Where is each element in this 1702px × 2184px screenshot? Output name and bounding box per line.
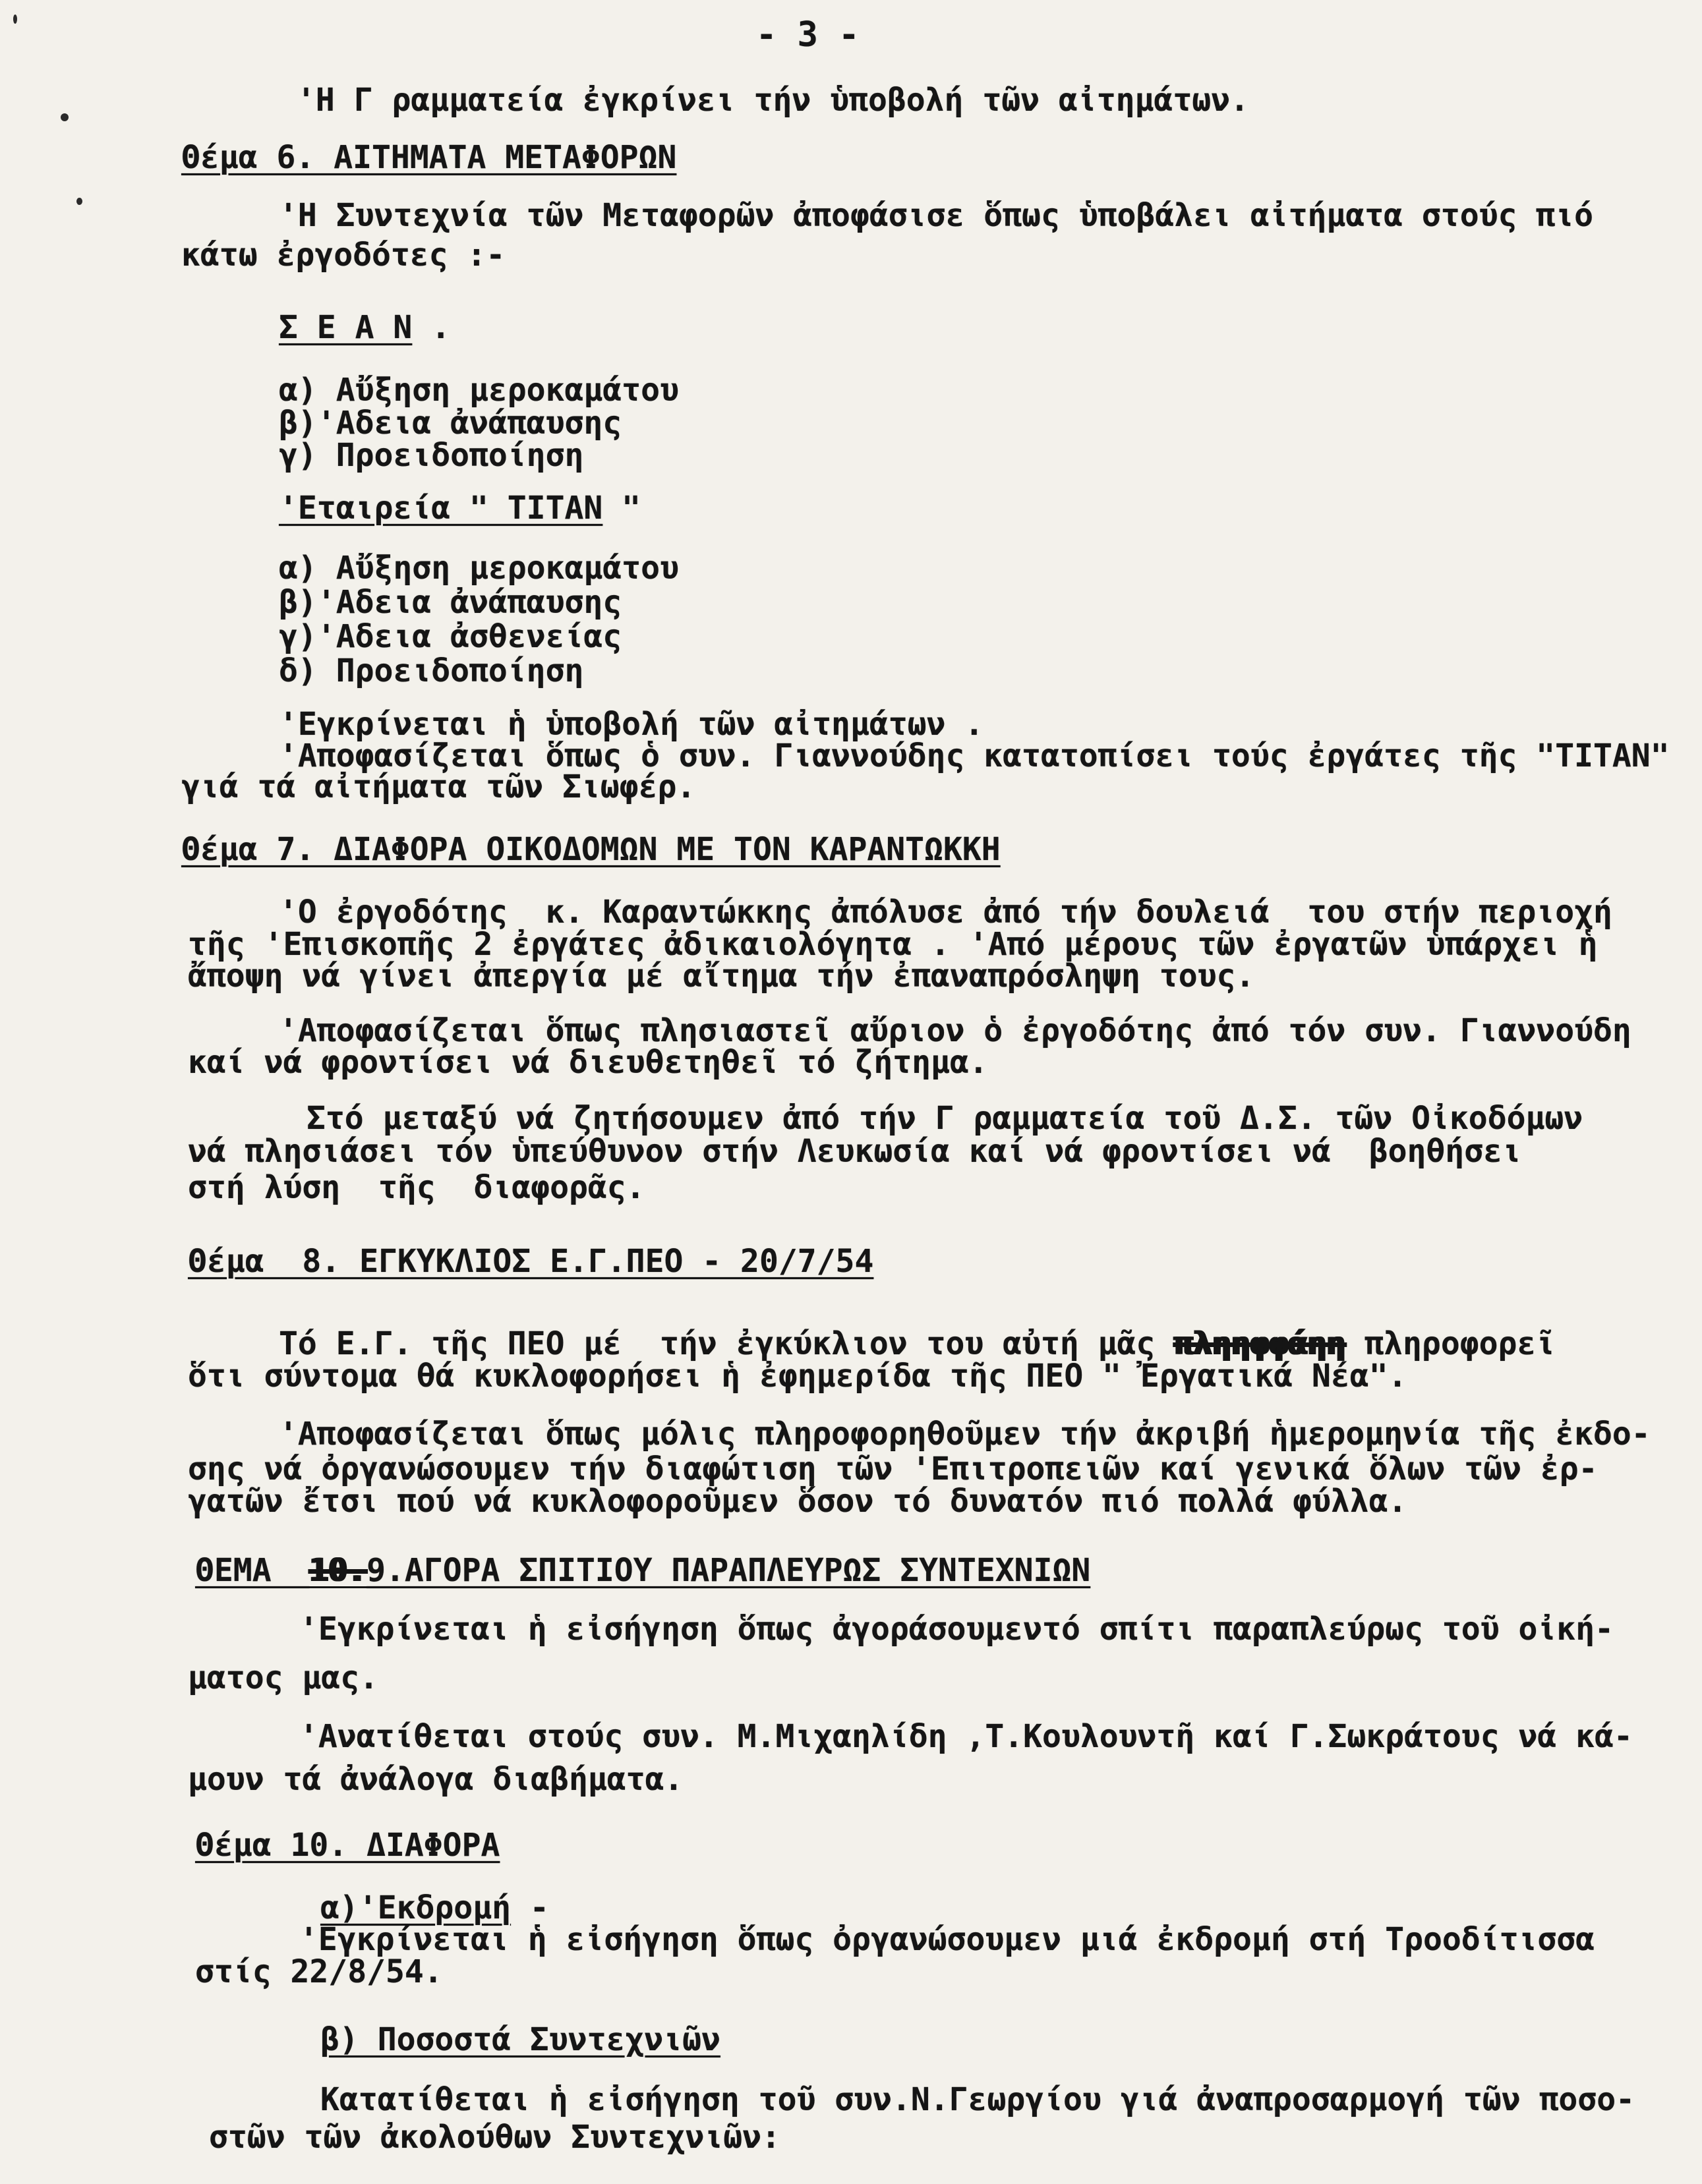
topic-9-approval-line: 'Εγκρίνεται ἡ εἰσήγηση ὅπως ἀγοράσουμεντό σπίτι παραπλεύρως τοῦ οἰκή-	[299, 1611, 1614, 1648]
topic-8-circular-line: ὅτι σύντομα θά κυκλοφορήσει ἡ ἐφημερίδα τῆς ΠΕΟ " Ἐργατικά Νέα".	[188, 1358, 1407, 1394]
excursion-title-suffix: -	[510, 1889, 549, 1926]
topic-8-resolution-line: 'Αποφασίζεται ὅπως μόλις πληροφορηθοῦμεν τήν ἀκριβή ἡμερομηνία τῆς ἐκδο-	[279, 1416, 1651, 1452]
ink-speck	[76, 198, 82, 205]
employer-2-name-suffix: "	[602, 490, 641, 527]
topic-9-assignment-line: 'Ανατίθεται στούς συν. Μ.Μιχαηλίδη ,Τ.Κουλουντῆ καί Γ.Σωκράτους νά κά-	[299, 1718, 1633, 1755]
excursion-text-line: στίς 22/8/54.	[195, 1953, 443, 1990]
topic-7-resolution-line: 'Αποφασίζεται ὅπως πλησιαστεῖ αὔριον ὁ ἐργοδότης ἀπό τόν συν. Γιαννούδη	[279, 1012, 1631, 1049]
excursion-text-line: 'Εγκρίνεται ἡ εἰσήγηση ὅπως ὀργανώσουμεν μιά ἐκδρομή στή Τροοδίτισσα	[299, 1921, 1595, 1958]
demand-item: γ)'Αδεια ἀσθενείας	[279, 618, 622, 655]
struck-out-number: 10.	[309, 1552, 367, 1589]
percentages-text-line: Κατατίθεται ἡ εἰσήγηση τοῦ συν.Ν.Γεωργίου γιά ἀναπροσαρμογή τῶν ποσο-	[320, 2081, 1635, 2118]
struck-out-word: πληηφφάηη	[1174, 1325, 1346, 1362]
topic-6-heading: Θέμα 6. ΑΙΤΗΜΑΤΑ ΜΕΤΑΦΟΡΩΝ	[181, 139, 677, 176]
excursion-title: α)'Εκδρομή	[320, 1889, 511, 1926]
topic-7-followup-line: Στό μεταξύ νά ζητήσουμεν ἀπό τήν Γ ραμματεία τοῦ Δ.Σ. τῶν Οἰκοδόμων	[307, 1100, 1583, 1137]
topic-8-resolution-line: γατῶν ἔτσι πού νά κυκλοφοροῦμεν ὅσον τό δυνατόν πιό πολλά φύλλα.	[188, 1483, 1407, 1520]
employer-2-name: 'Εταιρεία " ΤΙΤΑΝ	[279, 490, 603, 527]
demand-item: α) Αὔξηση μεροκαμάτου	[279, 372, 679, 409]
topic-9-heading	[195, 1554, 1090, 1587]
circular-text-after: πληροφορεῖ	[1345, 1325, 1556, 1362]
topic-7-followup-line: νά πλησιάσει τόν ὑπεύθυνον στήν Λευκωσία καί νά φροντίσει νά βοηθήσει	[188, 1133, 1521, 1170]
topic-6-approval: 'Εγκρίνεται ἡ ὑποβολή τῶν αἰτημάτων .	[279, 706, 984, 743]
ink-speck	[13, 14, 17, 24]
topic-9-heading-title: 9.ΑΓΟΡΑ ΣΠΙΤΙΟΥ ΠΑΡΑΠΛΕΥΡΩΣ ΣΥΝΤΕΧΝΙΩΝ	[367, 1552, 1091, 1589]
topic-8-resolution-line: σης νά ὀργανώσουμεν τήν διαφώτιση τῶν 'Επιτροπειῶν καί γενικά ὅλων τῶν ἐρ-	[188, 1451, 1598, 1487]
topic-10-heading: Θέμα 10. ΔΙΑΦΟΡΑ	[195, 1827, 500, 1864]
topic-8-heading: Θέμα 8. ΕΓΚΥΚΛΙΟΣ Ε.Γ.ΠΕΟ - 20/7/54	[188, 1243, 874, 1280]
topic-6-decision-line: κάτω ἐργοδότες :-	[181, 237, 506, 273]
demand-item: β)'Αδεια ἀνάπαυσης	[279, 405, 622, 442]
circular-text-before: Τό Ε.Γ. τῆς ΠΕΟ μέ τήν ἐγκύκλιον του αὐτή μᾶς	[279, 1325, 1175, 1362]
topic-7-followup-line: στή λύση τῆς διαφορᾶς.	[188, 1169, 645, 1206]
demand-item: δ) Προειδοποίηση	[279, 652, 584, 689]
intro-line: 'Η Γ ραμματεία ἐγκρίνει τήν ὑποβολή τῶν αἰτημάτων.	[297, 82, 1249, 119]
page-number: - 3 -	[756, 15, 860, 55]
topic-6-resolution-line: 'Αποφασίζεται ὅπως ὁ συν. Γιαννούδης κατατοπίσει τούς ἐργάτες τῆς "ΤΙΤΑΝ"	[279, 737, 1670, 774]
employer-2-title	[279, 492, 641, 525]
topic-7-report-line: 'Ο ἐργοδότης κ. Καραντώκκης ἀπόλυσε ἀπό τήν δουλειά του στήν περιοχή	[279, 894, 1612, 931]
demand-item: α) Αὔξηση μεροκαμάτου	[279, 550, 679, 587]
topic-6-decision-line: 'Η Συντεχνία τῶν Μεταφορῶν ἀποφάσισε ὅπως ὑποβάλει αἰτήματα στούς πιό	[279, 197, 1593, 234]
topic-9-heading-prefix: ΘΕΜΑ	[195, 1552, 310, 1589]
demand-item: γ) Προειδοποίηση	[279, 437, 584, 474]
topic-7-heading: Θέμα 7. ΔΙΑΦΟΡΑ ΟΙΚΟΔΟΜΩΝ ΜΕ ΤΟΝ ΚΑΡΑΝΤΩΚΚΗ	[181, 831, 1001, 868]
employer-1-title	[279, 311, 450, 344]
topic-7-report-line: τῆς 'Επισκοπῆς 2 ἐργάτες ἀδικαιολόγητα . 'Από μέρους τῶν ἐργατῶν ὑπάρχει ἡ	[188, 926, 1598, 963]
topic-6-resolution-line: γιά τά αἰτήματα τῶν Σιωφέρ.	[181, 768, 696, 805]
percentages-text-line: στῶν τῶν ἀκολούθων Συντεχνιῶν:	[209, 2119, 780, 2156]
employer-1-name-suffix: .	[412, 309, 451, 346]
topic-7-resolution-line: καί νά φροντίσει νά διευθετηθεῖ τό ζήτημα.	[188, 1044, 988, 1081]
employer-1-name: Σ Ε Α Ν	[279, 309, 413, 346]
topic-9-assignment-line: μουν τά ἀνάλογα διαβήματα.	[188, 1761, 684, 1798]
topic-7-report-line: ἄποψη νά γίνει ἀπεργία μέ αἴτημα τήν ἐπαναπρόσληψη τους.	[188, 958, 1255, 994]
percentages-subheading: β) Ποσοστά Συντεχνιῶν	[320, 2021, 720, 2058]
topic-8-circular-line	[279, 1327, 1555, 1360]
topic-9-approval-line: ματος μας.	[188, 1659, 378, 1696]
demand-item: β)'Αδεια ἀνάπαυσης	[279, 584, 622, 621]
excursion-subheading	[320, 1891, 549, 1924]
ink-speck	[61, 113, 69, 121]
